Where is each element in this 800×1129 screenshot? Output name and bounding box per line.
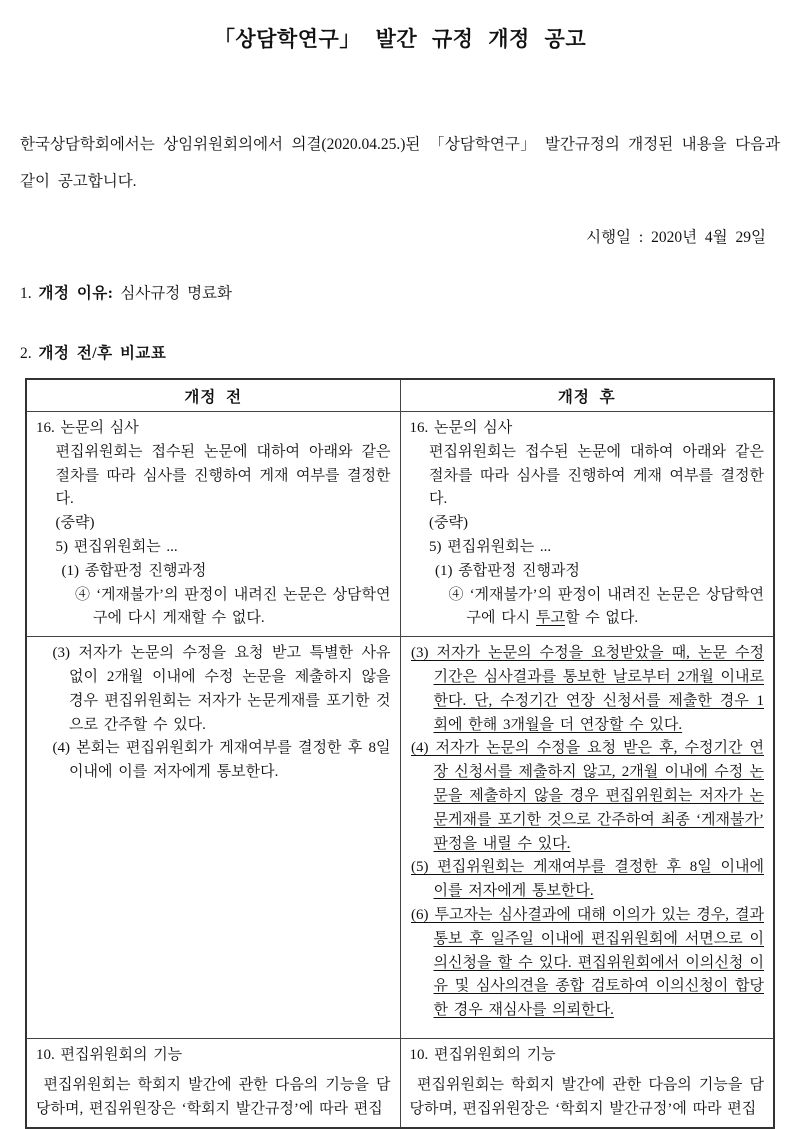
section-2-label: 개정 전/후 비교표	[38, 345, 167, 362]
cell-paragraph	[410, 1044, 765, 1068]
section-1-number: 1.	[20, 285, 32, 302]
table-row	[26, 412, 774, 637]
cell-row3-right	[400, 1039, 774, 1128]
cell-paragraph	[36, 512, 391, 536]
cell-paragraph	[410, 737, 765, 856]
cell-row2-left	[26, 637, 400, 1039]
cell-text: 할 수 없다.	[564, 610, 639, 627]
cell-paragraph	[410, 536, 765, 560]
cell-text: 편집위원회는 접수된 논문에 대하여 아래와 같은 절차를 따라 심사를 진행하여 게재 여부를 결정한다.	[429, 443, 764, 508]
cell-text: (1) 종합판정 진행과정	[61, 562, 207, 579]
cell-paragraph	[410, 560, 765, 584]
cell-paragraph	[410, 856, 765, 904]
page-title: 「상담학연구」 발간 규정 개정 공고	[213, 27, 587, 51]
table-header-before: 개정 전	[26, 379, 400, 412]
cell-paragraph	[36, 642, 391, 737]
section-2-number: 2.	[20, 345, 32, 362]
intro-paragraph: 한국상담학회에서는 상임위원회의에서 의결(2020.04.25.)된 「상담학연구」 발간규정의 개정된 내용을 다음과 같이 공고합니다.	[20, 136, 780, 190]
cell-text: (3) 저자가 논문의 수정을 요청 받고 특별한 사유 없이 2개월 이내에 수정 논문을 제출하지 않을 경우 편집위원회는 저자가 논문게재를 포기한 것으로 간주할 수 있다.	[52, 645, 391, 733]
cell-text: 10. 편집위원회의 기능	[36, 1047, 183, 1064]
cell-paragraph	[410, 642, 765, 737]
table-header-after: 개정 후	[400, 379, 774, 412]
cell-text: 16. 논문의 심사	[409, 420, 513, 436]
cell-text: (중략)	[55, 515, 95, 532]
revised-underlined-text: (4) 저자가 논문의 수정을 요청 받은 후, 수정기간 연장 신청서를 제출하지 않고, 2개월 이내에 수정 논문을 제출하지 않을 경우 편집위원회는 저자가 논문게재를 포기한 것으로 간주하여 최종 ‘게재불가’ 판정을 내릴 수 있다.	[411, 740, 764, 852]
cell-text: 5) 편집위원회는 ...	[55, 538, 178, 555]
cell-row1-right	[400, 412, 774, 637]
table-header-row	[26, 379, 774, 412]
comparison-table	[25, 378, 775, 1129]
cell-paragraph	[36, 560, 391, 584]
cell-paragraph	[36, 1074, 391, 1122]
section-2-heading	[20, 342, 780, 366]
cell-text: 편집위원회는 학회지 발간에 관한 다음의 기능을 담당하며, 편집위원장은 ‘학회지 발간규정’에 따라 편집	[36, 1076, 391, 1117]
cell-text: (1) 종합판정 진행과정	[435, 562, 580, 579]
cell-paragraph	[36, 584, 391, 632]
cell-text: 5) 편집위원회는 ...	[429, 538, 552, 555]
cell-text: ④ ‘게재불가’의 판정이 내려진 논문은 상담학연구에 다시 게재할 수 없다.	[75, 586, 391, 627]
revised-underlined-text: 투고	[535, 610, 565, 627]
section-1-heading	[20, 282, 780, 306]
section-1-label: 개정 이유:	[38, 285, 114, 302]
cell-text: 10. 편집위원회의 기능	[409, 1047, 556, 1064]
cell-text: (4) 본회는 편집위원회가 게재여부를 결정한 후 8일 이내에 이를 저자에게 통보한다.	[52, 740, 391, 781]
cell-paragraph	[410, 417, 765, 441]
cell-paragraph	[36, 737, 391, 785]
section-1-text: 심사규정 명료화	[120, 285, 232, 302]
effective-date: 시행일 : 2020년 4월 29일	[586, 229, 766, 246]
cell-row3-left	[26, 1039, 400, 1128]
cell-text: 편집위원회는 학회지 발간에 관한 다음의 기능을 담당하며, 편집위원장은 ‘학회지 발간규정’에 따라 편집	[409, 1076, 764, 1117]
cell-row2-right	[400, 637, 774, 1039]
revised-underlined-text: (5) 편집위원회는 게재여부를 결정한 후 8일 이내에 이를 저자에게 통보한다.	[411, 859, 764, 900]
cell-paragraph	[36, 441, 391, 512]
cell-text: (중략)	[429, 515, 468, 532]
cell-paragraph	[410, 441, 765, 512]
cell-text: ④ ‘게재불가’의 판정이 내려진 논문은 상담학연구에 다시	[448, 586, 764, 627]
cell-paragraph	[36, 1044, 391, 1068]
cell-paragraph	[410, 1074, 765, 1122]
cell-text: 16. 논문의 심사	[36, 420, 139, 436]
cell-paragraph	[410, 512, 765, 536]
cell-row1-left	[26, 412, 400, 637]
cell-paragraph	[36, 536, 391, 560]
table-row	[26, 1039, 774, 1128]
cell-paragraph	[410, 584, 765, 632]
cell-paragraph	[36, 417, 391, 441]
revised-underlined-text: (6) 투고자는 심사결과에 대해 이의가 있는 경우, 결과 통보 후 일주일 이내에 편집위원회에 서면으로 이의신청을 할 수 있다. 편집위원회에서 이의신청 이유 및 심사의견을 종합 검토하여 이의신청이 합당한 경우 재심사를 의뢰한다.	[411, 906, 764, 1019]
cell-paragraph	[410, 904, 765, 1023]
table-row	[26, 637, 774, 1039]
cell-text: 편집위원회는 접수된 논문에 대하여 아래와 같은 절차를 따라 심사를 진행하여 게재 여부를 결정한다.	[55, 443, 391, 508]
revised-underlined-text: (3) 저자가 논문의 수정을 요청받았을 때, 논문 수정 기간은 심사결과를 통보한 날로부터 2개월 이내로 한다. 단, 수정기간 연장 신청서를 제출한 경우 1회에 한해 3개월을 더 연장할 수 있다.	[411, 645, 764, 733]
